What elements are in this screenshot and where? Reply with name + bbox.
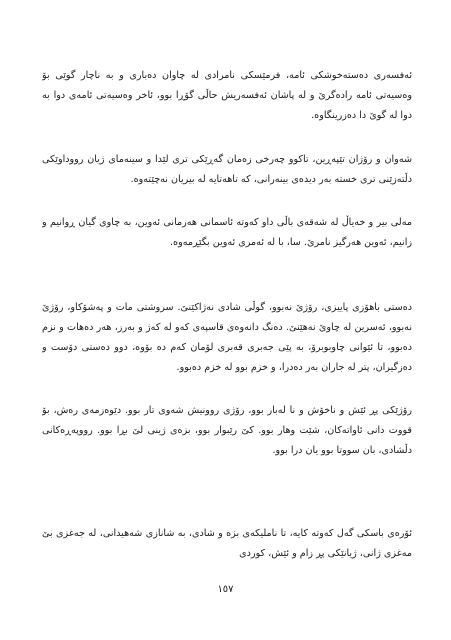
paragraph-1: ئەفسەری دەستەخوشکی ئامە، فرمێسکی نامرادی لە چاوان دەباری و بە ناچار گوێی بۆ وەسیەتی ئامە رادەگرێ و لە پاشان ئەفسەریش حاڵی گۆڕا بوو، ئاخر وەسیەتی ئامەی دوا بە دوا لە گوێ دا دەزرینگاوە. [42, 70, 412, 121]
paragraph-3: مەلی بیر و خەیاڵ لە شەقەی باڵی داو کەوتە ئاسمانی هەرمانی ئەوین، بە چاوی گیان ڕوانیم و زانیم، ئەوین هەرگیز نامرێ. سا، با لە ئەمری ئەوین بگێڕمەوە. [42, 217, 412, 248]
paragraph-6: ئۆرەی باسکی گەل کەوتە کایە، تا ناملیکەی بزە و شادی، بە شانازی شەهیدانی، لە جەغزی بێ مەغزی ژانی، ژیانێکی پڕ زام و ئێش، کوردی [42, 528, 412, 559]
paragraph-2: شەوان و رۆژان تێپەڕین، تاکوو چەرخی زەمان گەڕێکی تری لێدا و سینەمای ژیان رووداوێکی دڵتەزێنی تری خستە بەر دیدەی بینەرانی، کە تاهەتایە لە بیریان نەچێتەوە. [42, 154, 412, 185]
paragraph-4: دەستی باهۆزی پاییزی، رۆژێ نەبوو، گوڵی شادی نەژاکێنێ. سروشتی مات و پەشۆکاو، رۆژێ نەبوو، ئەسرین لە چاوێ نەهێنێ. دەنگ دانەوەی قاسپەی کەو لە کەژ و بەرز، هەر دەهات و نزم دەبوو، تا ئێوانی چاوبوبرۆ، بە پێی جەبری قەبری لۆمان کەم دە بۆوە، دوو دەستی دۆست و دەزگیران، پتر لە جاران بەر دەدرا، و خزم بوو لە خزم دەبوو. [42, 302, 412, 373]
page-number: ١٥٧ [217, 584, 234, 595]
paragraph-5: رۆژێکی پڕ ئێش و ناخۆش و نا لەبار بوو، رۆژی روونیش شەوی تار بوو. دێوەزمەی رەش، بۆ قووت دانی ئاواتەکان، شێت وهار بوو. کێ رێبوار بوو، بزەی ژینی لێ بڕا بوو. رووپەڕەکانی دڵشادی، بان سووتا بوو یان درا بوو. [42, 405, 412, 456]
